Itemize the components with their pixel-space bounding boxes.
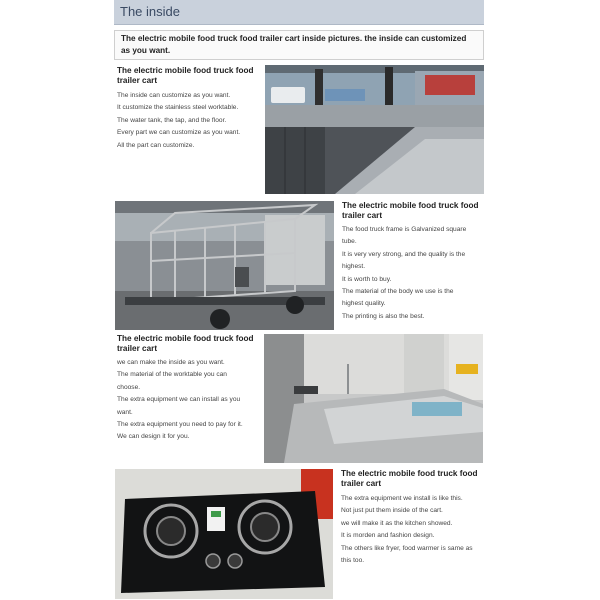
- text-line: The printing is also the best.: [342, 312, 425, 320]
- photo-gas-stove: [115, 469, 333, 599]
- text-line: The material of the body we use is the: [342, 288, 454, 296]
- text-line: The food truck frame is Galvanized square: [342, 226, 467, 233]
- text-line: this too.: [341, 557, 365, 565]
- text-line: It is morden and fashion design.: [341, 532, 435, 540]
- text-line: The material of the worktable you can: [117, 371, 227, 379]
- text-line: Every part we can customize as you want.: [117, 129, 241, 137]
- text-line: The extra equipment you need to pay for it.: [117, 421, 243, 429]
- section-header: [114, 0, 484, 25]
- text-line: The water tank, the tap, and the floor.: [117, 116, 227, 124]
- text-line: tube.: [342, 238, 357, 246]
- text-line: choose.: [117, 383, 141, 391]
- intro-box: [114, 30, 484, 60]
- text-line: we will make it as the kitchen showed.: [341, 519, 453, 527]
- text-line: The extra equipment we install is like this.: [341, 495, 463, 502]
- section-4-title: The electric mobile food truck food trailer cart: [341, 469, 478, 488]
- text-line: highest quality.: [342, 300, 386, 308]
- section-2-text: [342, 224, 492, 323]
- text-line: want.: [117, 408, 133, 416]
- text-line: The extra equipment we can install as you: [117, 396, 241, 404]
- photo-worktable: [264, 334, 483, 463]
- text-line: All the part can customize.: [117, 141, 195, 149]
- text-line: The inside can customize as you want.: [117, 92, 231, 99]
- section-1-text: [117, 90, 267, 152]
- text-line: It is very very strong, and the quality is the: [342, 250, 466, 258]
- photo-truck-frame: [115, 201, 334, 330]
- section-2-title: The electric mobile food truck food trailer cart: [342, 201, 479, 220]
- photo-stainless-kitchen: [265, 65, 484, 194]
- section-3-title: The electric mobile food truck food trailer cart: [117, 334, 254, 353]
- text-line: we can make the inside as you want.: [117, 359, 225, 366]
- text-line: We can design it for you.: [117, 433, 190, 441]
- text-line: It customize the stainless steel worktable.: [117, 104, 239, 112]
- section-4-text: [341, 493, 491, 567]
- header-title: The inside: [120, 4, 180, 19]
- section-1-title: The electric mobile food truck food trailer cart: [117, 66, 254, 85]
- text-line: The others like fryer, food warmer is same as: [341, 544, 473, 552]
- text-line: highest.: [342, 263, 366, 271]
- text-line: It is worth to buy.: [342, 275, 392, 283]
- text-line: Not just put them inside of the cart.: [341, 507, 443, 515]
- intro-text: The electric mobile food truck food trailer cart inside pictures. the inside can customized as you want.: [121, 34, 467, 55]
- section-3-text: [117, 357, 267, 444]
